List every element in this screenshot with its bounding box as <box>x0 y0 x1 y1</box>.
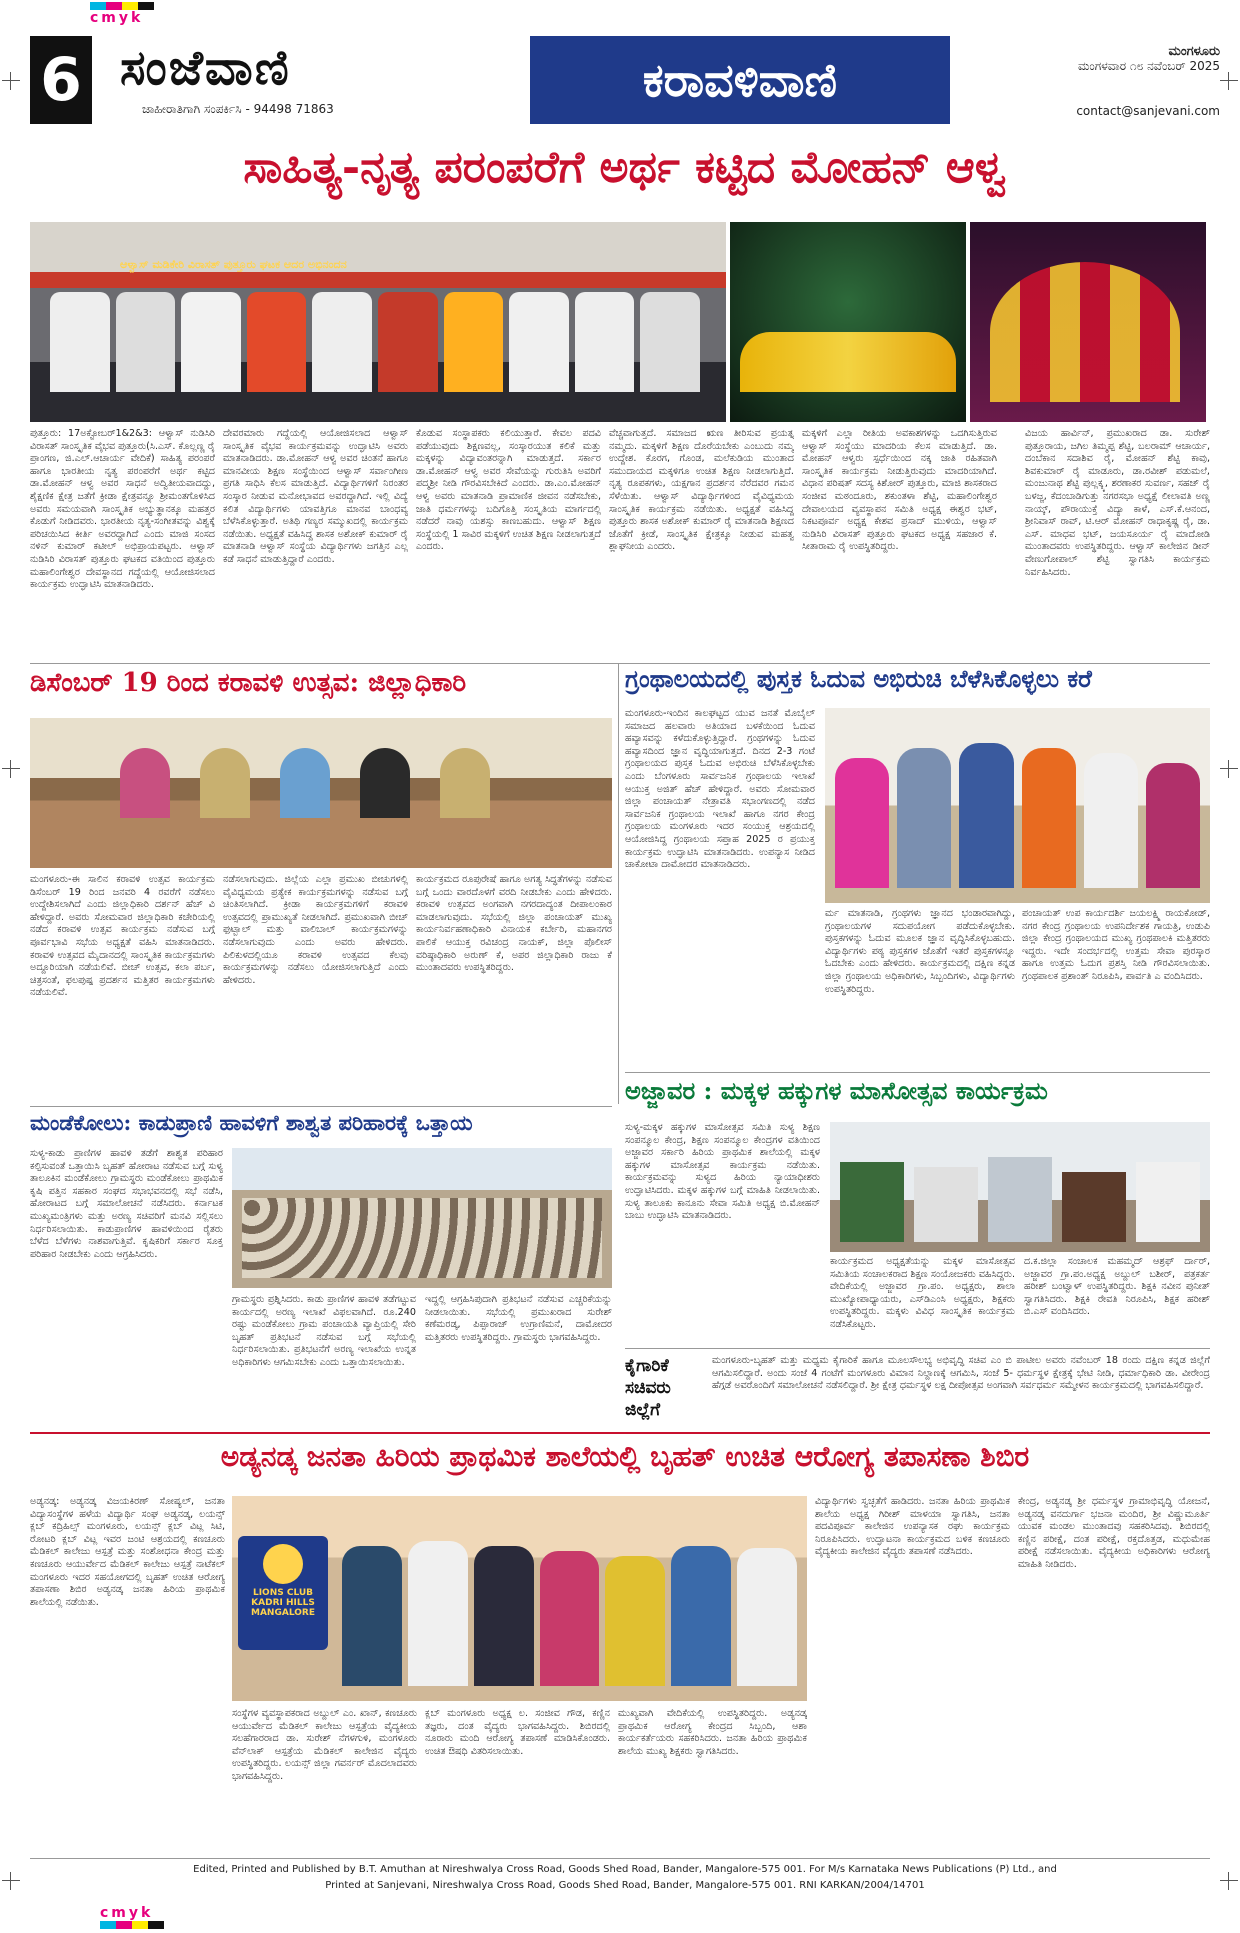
ajjavara-event-photo <box>830 1122 1210 1252</box>
contact-email: contact@sanjevani.com <box>1076 104 1220 118</box>
sachivaru-headline: ಕೈಗಾರಿಕೆ ಸಚಿವರು ಜಿಲ್ಲೆಗೆ <box>625 1356 671 1420</box>
mandekolu-col-1: ಸುಳ್ಯ-ಕಾಡು ಪ್ರಾಣಿಗಳ ಹಾವಳಿ ತಡೆಗೆ ಶಾಶ್ವತ ಪರಿಹಾರ ಕಲ್ಪಿಸುವಂತೆ ಒತ್ತಾಯಿಸಿ ಬೃಹತ್ ಹೋರಾಟ ನಡೆಸುವ ಬಗ್ಗೆ ಸುಳ್ಯ ತಾಲೂಕಿನ ಮಂಡೆಕೋಲು ಗ್ರಾಮಸ್ಥರು ಮಂಡೆಕೋಲು ಪ್ರಾಥಮಿಕ ಕೃಷಿ ಪತ್ತಿನ ಸಹಕಾರ ಸಂಘದ ಸಭಾಭವನದಲ್ಲಿ ಸಭೆ ನಡೆಸಿ, ಹೋರಾಟದ ಬಗ್ಗೆ ಸಮಾಲೋಚನೆ ನಡೆಸಿದರು. ಕರ್ನಾಟಕ ಮುಖ್ಯಮಂತ್ರಿಗಳು ಮತ್ತು ಅರಣ್ಯ ಸಚಿವರಿಗೆ ಮನವಿ ಸಲ್ಲಿಸಲು ನಿರ್ಧರಿಸಲಾಯಿತು. ಕಾಡುಪ್ರಾಣಿಗಳ ಹಾವಳಿಯಿಂದ ರೈತರು ಬೆಳೆದ ಬೆಳೆಗಳು ನಾಶವಾಗುತ್ತಿವೆ. ಕೃಷಿಕರಿಗೆ ಸರ್ಕಾರ ಸೂಕ್ತ ಪರಿಹಾರ ನೀಡಬೇಕು ಎಂದು ಆಗ್ರಹಿಸಿದರು. <box>30 1148 223 1260</box>
utsava-col-1: ಮಂಗಳೂರು-ಈ ಸಾಲಿನ ಕರಾವಳಿ ಉತ್ಸವ ಕಾರ್ಯಕ್ರಮ ಡಿಸೆಂಬರ್ 19 ರಿಂದ ಜನವರಿ 4 ರವರೆಗೆ ನಡೆಸಲು ಉದ್ದೇಶಿಸಲಾಗಿದೆ ಎಂದು ಜಿಲ್ಲಾಧಿಕಾರಿ ದರ್ಶನ್ ಹೆಚ್ ವಿ ಹೇಳಿದ್ದಾರೆ. ಅವರು ಸೋಮವಾರ ಜಿಲ್ಲಾಧಿಕಾರಿ ಕಚೇರಿಯಲ್ಲಿ ನಡೆದ ಕರಾವಳಿ ಉತ್ಸವ ಕಾರ್ಯಕ್ರಮ ನಡೆಸುವ ಬಗ್ಗೆ ಪೂರ್ವಭಾವಿ ಸಭೆಯ ಅಧ್ಯಕ್ಷತೆ ವಹಿಸಿ ಮಾತನಾಡಿದರು. ಕರಾವಳಿ ಉತ್ಸವದ ಮೈದಾನದಲ್ಲಿ ಸಾಂಸ್ಕೃತಿಕ ಕಾರ್ಯಕ್ರಮಗಳು ಅದ್ದೂರಿಯಾಗಿ ನಡೆಯಲಿವೆ. ಬೀಚ್ ಉತ್ಸವ, ಕಲಾ ಪರ್ಬ, ಚಿತ್ರಸಂತೆ, ಫಲಪುಷ್ಪ ಪ್ರದರ್ಶನ ಮತ್ತಿತರ ಕಾರ್ಯಕ್ರಮಗಳು ನಡೆಯಲಿವೆ. <box>30 874 215 999</box>
main-story-col-4: ವೆಚ್ಚವಾಗುತ್ತದೆ. ಸಮಾಜದ ಋಣ ತೀರಿಸುವ ಪ್ರಯತ್ನ ನಮ್ಮದು. ಮಕ್ಕಳಿಗೆ ಶಿಕ್ಷಣ ದೊರೆಯಬೇಕು ಎಂಬುದು ನಮ್ಮ ಉದ್ದೇಶ. ಕೊರಗ, ಗೊಂಡ, ಮಲೆಕುಡಿಯ ಮುಂತಾದ ಸಮುದಾಯದ ಮಕ್ಕಳಿಗೂ ಉಚಿತ ಶಿಕ್ಷಣ ನೀಡಲಾಗುತ್ತಿದೆ. ನೃತ್ಯ ರೂಪಕಗಳು, ಯಕ್ಷಗಾನ ಪ್ರದರ್ಶನ ನೆರೆದವರ ಗಮನ ಸೆಳೆಯಿತು. ಆಳ್ವಾಸ್ ವಿದ್ಯಾರ್ಥಿಗಳಿಂದ ವೈವಿಧ್ಯಮಯ ಸಾಂಸ್ಕೃತಿಕ ಕಾರ್ಯಕ್ರಮ ನಡೆಯಿತು. ಅಧ್ಯಕ್ಷತೆ ವಹಿಸಿದ್ದ ಪುತ್ತೂರು ಶಾಸಕ ಅಶೋಕ್ ಕುಮಾರ್ ರೈ ಮಾತನಾಡಿ ಶಿಕ್ಷಣದ ಜೊತೆಗೆ ಕ್ರೀಡೆ, ಸಾಂಸ್ಕೃತಿಕ ಕ್ಷೇತ್ರಕ್ಕೂ ನೀಡುವ ಮಹತ್ವ ಶ್ಲಾಘನೀಯ ಎಂದರು. <box>609 428 794 553</box>
arogya-col-5: ವಿದ್ಯಾರ್ಥಿಗಳು ಸ್ವಚ್ಛತೆಗೆ ಹಾಡಿದರು. ಜನತಾ ಹಿರಿಯ ಪ್ರಾಥಮಿಕ ಶಾಲೆಯ ಅಧ್ಯಕ್ಷ ಗಿರೀಶ್ ಮಾಳಯಾ ಸ್ವಾಗತಿಸಿ, ಜನತಾ ಪದವಿಪೂರ್ವ ಕಾಲೇಜಿನ ಉಪನ್ಯಾಸಕ ರಘು ಕಾರ್ಯಕ್ರಮ ನಿರೂಪಿಸಿದರು. ಉದ್ಘಾಟನಾ ಕಾರ್ಯಕ್ರಮದ ಬಳಿಕ ಕಣಚೂರು ವೈದ್ಯಕೀಯ ಕಾಲೇಜಿನ ವೈದ್ಯರು ತಪಾಸಣೆ ನಡೆಸಿದರು. <box>815 1496 1010 1558</box>
main-story-col-1: ಪುತ್ತೂರು: 17ಅಕ್ಟೋಬರ್1&2&3: ಆಳ್ವಾಸ್ ನುಡಿಸಿರಿ ವಿರಾಸತ್ ಸಾಂಸ್ಕೃತಿಕ ವೈಭವ ಪುತ್ತೂರು(ಸಿ.ಎಸ್. ಕೊಲ್ಲಣ್ಣ ರೈ ಪ್ರಾಂಗಣ, ಜಿ.ಎಲ್.ಆಚಾರ್ಯ ವೇದಿಕೆ) ಸಾಹಿತ್ಯ ಪರಂಪರೆ ಹಾಗೂ ಭಾರತೀಯ ನೃತ್ಯ ಪರಂಪರೆಗೆ ಅರ್ಥ ಕಟ್ಟಿದ ಡಾ.ಮೋಹನ್ ಆಳ್ವ ಅವರ ಸಾಧನೆ ಅದ್ವಿತೀಯವಾದದ್ದು, ಶೈಕ್ಷಣಿಕ ಕ್ಷೇತ್ರ ಜತೆಗೆ ಕ್ರೀಡಾ ಕ್ಷೇತ್ರವನ್ನೂ ಶ್ರೀಮಂತಗೊಳಿಸಿದ ಅವರು ಸಮಯವಾಗಿ ಸಾಂಸ್ಕೃತಿಕ ಅಭ್ಯುತ್ಥಾನಕ್ಕೂ ಮಹತ್ತರ ಕೊಡುಗೆ ನೀಡಿದವರು. ಭಾರತೀಯ ನೃತ್ಯ-ಸಂಗೀತವನ್ನು ವಿಶ್ವಕ್ಕೆ ಪರಿಚಯಿಸಿದ ಕೀರ್ತಿ ಅವರದ್ದಾಗಿದೆ ಎಂದು ಮಾಜಿ ಸಂಸದ ನಳಿನ್ ಕುಮಾರ್ ಕಟೀಲ್ ಅಭಿಪ್ರಾಯಪಟ್ಟರು. ಆಳ್ವಾಸ್ ನುಡಿಸಿರಿ ವಿರಾಸತ್ ಪುತ್ತೂರು ಘಟಕದ ವತಿಯಿಂದ ಪುತ್ತೂರು ಮಹಾಲಿಂಗೇಶ್ವರ ದೇವಸ್ಥಾನದ ಗದ್ದೆಯಲ್ಲಿ ಆಯೋಜಿಸಲಾದ ಕಾರ್ಯಕ್ರಮ ಉದ್ಘಾಟಿಸಿ ಮಾತನಾಡಿದರು. <box>30 428 215 591</box>
arogya-col-6: ಕೇಂದ್ರ, ಅಡ್ಯನಡ್ಕ ಶ್ರೀ ಧರ್ಮಸ್ಥಳ ಗ್ರಾಮಾಭಿವೃದ್ಧಿ ಯೋಜನೆ, ಅಡ್ಯನಡ್ಕ ವನದುರ್ಗಾ ಭಜನಾ ಮಂದಿರ, ಶ್ರೀ ವಿಷ್ಣುಮೂರ್ತಿ ಯುವಕ ಮಂಡಲ ಮುಂತಾದವು ಸಹಕರಿಸಿದವು. ಶಿಬಿರದಲ್ಲಿ ಕಣ್ಣಿನ ಪರೀಕ್ಷೆ, ದಂತ ಪರೀಕ್ಷೆ, ರಕ್ತದೊತ್ತಡ, ಮಧುಮೇಹ ಪರೀಕ್ಷೆ ನಡೆಸಲಾಯಿತು. ವೈದ್ಯಕೀಯ ಅಧಿಕಾರಿಗಳು ಆರೋಗ್ಯ ಮಾಹಿತಿ ನೀಡಿದರು. <box>1018 1496 1210 1570</box>
registration-mark <box>2 760 20 778</box>
divider <box>618 664 619 1104</box>
felicitation-photo <box>30 222 726 422</box>
granthalaya-col-2: ರ್ಮ ಮಾತನಾಡಿ, ಗ್ರಂಥಗಳು ಜ್ಞಾನದ ಭಂಡಾರವಾಗಿದ್ದು, ಗ್ರಂಥಾಲಯಗಳ ಸದುಪಯೋಗ ಪಡೆದುಕೊಳ್ಳಬೇಕು. ಪುಸ್ತಕಗಳನ್ನು ಓದುವ ಮೂಲಕ ಜ್ಞಾನ ವೃದ್ಧಿಸಿಕೊಳ್ಳಬಹುದು. ವಿದ್ಯಾರ್ಥಿಗಳು ಪಠ್ಯ ಪುಸ್ತಕಗಳ ಜೊತೆಗೆ ಇತರೆ ಪುಸ್ತಕಗಳನ್ನೂ ಓದಬೇಕು ಎಂದು ಹೇಳಿದರು. ಕಾರ್ಯಕ್ರಮದಲ್ಲಿ ದಕ್ಷಿಣ ಕನ್ನಡ ಜಿಲ್ಲಾ ಗ್ರಂಥಾಲಯ ಅಧಿಕಾರಿಗಳು, ಸಿಬ್ಬಂದಿಗಳು, ವಿದ್ಯಾರ್ಥಿಗಳು ಉಪಸ್ಥಿತರಿದ್ದರು. <box>825 908 1015 995</box>
granthalaya-col-1: ಮಂಗಳೂರು-ಇಂದಿನ ಕಾಲಘಟ್ಟದ ಯುವ ಜನತೆ ಮೊಬೈಲ್ ಸಮಾಜದ ಹಲವಾರು ಅತಿಯಾದ ಬಳಕೆಯಿಂದ ಓದುವ ಹವ್ಯಾಸವನ್ನು ಕಳೆದುಕೊಳ್ಳುತ್ತಿದ್ದಾರೆ. ಗ್ರಂಥಗಳನ್ನು ಓದುವ ಹವ್ಯಾಸದಿಂದ ಜ್ಞಾನ ವೃದ್ಧಿಯಾಗುತ್ತದೆ. ದಿನದ 2-3 ಗಂಟೆ ಗ್ರಂಥಾಲಯದ ಪುಸ್ತಕ ಓದುವ ಅಭಿರುಚಿ ಬೆಳೆಸಿಕೊಳ್ಳಬೇಕು ಎಂದು ಬೆಂಗಳೂರು ಸಾರ್ವಜನಿಕ ಗ್ರಂಥಾಲಯ ಇಲಾಖೆ ಆಯುಕ್ತ ಅಜಿತ್ ಹೆಚ್ ಹೇಳಿದ್ದಾರೆ. ಅವರು ಸೋಮವಾರ ಜಿಲ್ಲಾ ಪಂಚಾಯತ್ ನೇತ್ರಾವತಿ ಸಭಾಂಗಣದಲ್ಲಿ ನಡೆದ ಸಾರ್ವಜನಿಕ ಗ್ರಂಥಾಲಯ ಇಲಾಖೆ ಹಾಗೂ ನಗರ ಕೇಂದ್ರ ಗ್ರಂಥಾಲಯ ಮಂಗಳೂರು ಇದರ ಸಂಯುಕ್ತ ಆಶ್ರಯದಲ್ಲಿ ಆಯೋಜಿಸಿದ್ದ ಗ್ರಂಥಾಲಯ ಸಪ್ತಾಹ 2025 ರ ಪ್ರಯುಕ್ತ ಕಾರ್ಯಕ್ರಮ ಉದ್ಘಾಟಿಸಿ ಮಾತನಾಡಿದರು. ಉಪನ್ಯಾಸ ನೀಡಿದ ಚಾಕೋಟಾ ದಾಮೋದರ ಮಾತನಾಡಿದರು. <box>625 708 815 871</box>
main-story-col-6: ವಿಜಯ ಹಾರ್ವಿನ್, ಪ್ರಮುಖರಾದ ಡಾ. ಸುರೇಶ್ ಪುತ್ತೂರಾಯ, ಜಗಿಲ ತಿಮ್ಮಪ್ಪ ಶೆಟ್ಟಿ, ಬಲರಾಮ್ ಆಚಾರ್ಯ, ದಂಬೆಕಾನ ಸದಾಶಿವ ರೈ, ಮೋಹನ್ ಶೆಟ್ಟಿ ಕಾವು, ಶಿವಕುಮಾರ್ ರೈ ಮಾಡೂರು, ಡಾ.ರವೀಶ್ ಪಡುಮಲೆ, ಮಂಜುನಾಥ ಶೆಟ್ಟಿ ಪುಲ್ಲಕ್ಕ್ಕ, ಶರಣಾಕರ ಸುವರ್ಣ, ಸಹಜ್ ರೈ ಬಳಜ್ಜ, ಕೆದಂಬಾಡಿಗುತ್ತು ನಗರಸಭಾ ಅಧ್ಯಕ್ಷೆ ಲೀಲಾವತಿ ಅಣ್ಣ ನಾಯ್ಕ್, ಪೌರಾಯುಕ್ತೆ ವಿದ್ಯಾ ಕಾಳೆ, ಎಸ್.ಕೆ.ಆನಂದ, ಶ್ರೀನಿವಾಸ್ ರಾವ್, ಟಿ.ಆರ್ ಮೋಹನ್ ರಾಧಾಕೃಷ್ಣ ರೈ, ಡಾ. ಎಸ್. ಮಾಧವ ಭಟ್, ಜಯಸೂರ್ಯ ರೈ ಮಾದೋಡಿ ಮುಂತಾದವರು ಉಪಸ್ಥಿತರಿದ್ದರು. ಆಳ್ವಾಸ್ ಕಾಲೇಜಿನ ಡೀನ್ ವೇಣುಗೋಪಾಲ್ ಶೆಟ್ಟಿ ಸ್ವಾಗತಿಸಿ ಕಾರ್ಯಕ್ರಮ ನಿರ್ವಹಿಸಿದರು. <box>1025 428 1210 578</box>
registration-mark <box>1220 72 1238 90</box>
mandekolu-col-2: ಗ್ರಾಮಸ್ಥರು ಪ್ರಶ್ನಿಸಿದರು. ಕಾಡು ಪ್ರಾಣಿಗಳ ಹಾವಳಿ ತಡೆಗಟ್ಟುವ ಕಾರ್ಯದಲ್ಲಿ ಅರಣ್ಯ ಇಲಾಖೆ ವಿಫಲವಾಗಿದೆ. ರೂ.240 ರಷ್ಟು ಮಂಡೆಕೋಲು ಗ್ರಾಮ ಪಂಚಾಯತಿ ವ್ಯಾಪ್ತಿಯಲ್ಲಿ ಸೇರಿ ಬೃಹತ್ ಪ್ರತಿಭಟನೆ ನಡೆಸುವ ಬಗ್ಗೆ ಸಭೆಯಲ್ಲಿ ನಿರ್ಧರಿಸಲಾಯಿತು. ಪ್ರತಿಭಟನೆಗೆ ಅರಣ್ಯ ಇಲಾಖೆಯ ಉನ್ನತ ಅಧಿಕಾರಿಗಳು ಆಗಮಿಸಬೇಕು ಎಂದು ಒತ್ತಾಯಿಸಲಾಯಿತು. <box>232 1294 416 1368</box>
ajjavara-headline: ಅಜ್ಜಾವರ : ಮಕ್ಕಳ ಹಕ್ಕುಗಳ ಮಾಸೋತ್ಸವ ಕಾರ್ಯಕ್ರಮ <box>625 1076 1048 1105</box>
ajjavara-col-3: ದ.ಕ.ಜಿಲ್ಲಾ ಸಂಚಾಲಕ ಮಹಮ್ಮದ್ ಆಶ್ರಫ್ ರ್ದಾರ್, ಅಜ್ಜಾವರ ಗ್ರಾ.ಪಂ.ಅಧ್ಯಕ್ಷ ಅಬ್ದುಲ್ ಬಶೀರ್, ಪತ್ರಕರ್ತ ಹರೀಶ್ ಬಂಟ್ವಾಳ್ ಉಪಸ್ಥಿತರಿದ್ದರು. ಶಿಕ್ಷಕಿ ನವೀನ ಪುನೀತ್ ಸ್ವಾಗತಿಸಿದರು. ಶಿಕ್ಷಕಿ ರೇವತಿ ನಿರೂಪಿಸಿ, ಶಿಕ್ಷಕ ಹರೀಶ್ ಬಿ.ಎಸ್ ವಂದಿಸಿದರು. <box>1024 1256 1210 1318</box>
karavali-vani-logo: ಕರಾವಳಿವಾಣಿ <box>530 36 950 124</box>
ajjavara-col-1: ಸುಳ್ಯ-ಮಕ್ಕಳ ಹಕ್ಕುಗಳ ಮಾಸೋತ್ಸವ ಸಮಿತಿ ಸುಳ್ಯ ಶಿಕ್ಷಣ ಸಂಪನ್ಮೂಲ ಕೇಂದ್ರ, ಶಿಕ್ಷಣ ಸಂಪನ್ಮೂಲ ಕೇಂದ್ರಗಳ ವತಿಯಿಂದ ಅಜ್ಜಾವರ ಸರ್ಕಾರಿ ಹಿರಿಯ ಪ್ರಾಥಮಿಕ ಶಾಲೆಯಲ್ಲಿ ಮಕ್ಕಳ ಹಕ್ಕುಗಳ ಮಾಸೋತ್ಸವ ಕಾರ್ಯಕ್ರಮ ನಡೆಯಿತು. ಕಾರ್ಯಕ್ರಮವನ್ನು ಸುಳ್ಯದ ಹಿರಿಯ ನ್ಯಾಯಾಧೀಶರು ಉದ್ಘಾಟಿಸಿದರು. ಮಕ್ಕಳ ಹಕ್ಕುಗಳ ಬಗ್ಗೆ ಮಾಹಿತಿ ನೀಡಲಾಯಿತು. ಸುಳ್ಯ ತಾಲೂಕು ಕಾನೂನು ಸೇವಾ ಸಮಿತಿ ಅಧ್ಯಕ್ಷ ಬಿ.ಮೋಹನ್ ಬಾಬು ಉದ್ಘಾಟಿಸಿ ಮಾತನಾಡಿದರು. <box>625 1122 820 1222</box>
registration-mark <box>1220 1872 1238 1890</box>
page-number: 6 <box>30 36 92 124</box>
main-story-col-5: ಮಕ್ಕಳಿಗೆ ಎಲ್ಲಾ ರೀತಿಯ ಅವಕಾಶಗಳನ್ನು ಒದಗಿಸುತ್ತಿರುವ ಆಳ್ವಾಸ್ ಸಂಸ್ಥೆಯು ಮಾದರಿಯ ಕೆಲಸ ಮಾಡುತ್ತಿದೆ. ಡಾ. ಮೋಹನ್ ಆಳ್ವರು ಸ್ಪರ್ಧೆಯಿಂದ ನಕ್ಕ ಜಾತಿ ರಹಿತವಾಗಿ ಸಾಂಸ್ಕೃತಿಕ ಕಾರ್ಯಕ್ರಮ ನೀಡುತ್ತಿರುವುದು ಮಾದರಿಯಾಗಿದೆ. ವಿಧಾನ ಪರಿಷತ್ ಸದಸ್ಯ ಕಿಶೋರ್ ಪುತ್ತೂರು, ಮಾಜಿ ಶಾಸಕರಾದ ಸಂಜೀವ ಮಠಂದೂರು, ಶಕುಂತಳಾ ಶೆಟ್ಟಿ, ಮಹಾಲಿಂಗೇಶ್ವರ ದೇವಾಲಯದ ವ್ಯವಸ್ಥಾಪನ ಸಮಿತಿ ಅಧ್ಯಕ್ಷ ಈಶ್ವರ ಭಟ್, ನಿಕಟಪೂರ್ವ ಅಧ್ಯಕ್ಷ ಕೇಶವ ಪ್ರಸಾದ್ ಮುಳಿಯ, ಆಳ್ವಾಸ್ ನುಡಿಸಿರಿ ವಿರಾಸತ್ ಪುತ್ತೂರು ಘಟಕದ ಅಧ್ಯಕ್ಷ ಸಹಜಾರ ಕೆ. ಸೀತಾರಾಮ ರೈ ಉಪಸ್ಥಿತರಿದ್ದರು. <box>802 428 997 553</box>
divider <box>625 1072 1210 1073</box>
stage-banner: ಆಳ್ವಾಸ್ ಮಡಿಕೇರಿ ವಿರಾಸತ್ ಪುತ್ತೂರು ಘಟಕ ಆದರ ಅಭಿನಂದನ <box>120 258 347 271</box>
divider <box>30 1858 1210 1859</box>
utsava-headline: ಡಿಸೆಂಬರ್ 19 ರಿಂದ ಕರಾವಳಿ ಉತ್ಸವ: ಜಿಲ್ಲಾಧಿಕಾರಿ <box>30 668 467 698</box>
cmyk-mark-top: cmyk <box>90 2 154 26</box>
yakshagana-photo <box>970 222 1206 422</box>
ajjavara-col-2: ಕಾರ್ಯಕ್ರಮದ ಅಧ್ಯಕ್ಷತೆಯನ್ನು ಮಕ್ಕಳ ಮಾಸೋತ್ಸವ ಸಮಿತಿಯ ಸಂಚಾಲಕರಾದ ಶಿಕ್ಷಣ ಸಂಯೋಜಕರು ವಹಿಸಿದ್ದರು. ವೇದಿಕೆಯಲ್ಲಿ ಅಜ್ಜಾವರ ಗ್ರಾ.ಪಂ. ಅಧ್ಯಕ್ಷರು, ಶಾಲಾ ಮುಖ್ಯೋಪಾಧ್ಯಾಯರು, ಎಸ್‌ಡಿಎಂಸಿ ಅಧ್ಯಕ್ಷರು, ಶಿಕ್ಷಕರು ಉಪಸ್ಥಿತರಿದ್ದರು. ಮಕ್ಕಳು ವಿವಿಧ ಸಾಂಸ್ಕೃತಿಕ ಕಾರ್ಯಕ್ರಮ ನಡೆಸಿಕೊಟ್ಟರು. <box>830 1256 1015 1330</box>
issue-date: ಮಂಗಳವಾರ ೧೮ ನವೆಂಬರ್ 2025 <box>1078 59 1220 73</box>
utsava-meeting-photo <box>30 718 612 868</box>
arogya-col-3: ಕ್ಲಬ್ ಮಂಗಳೂರು ಅಧ್ಯಕ್ಷ ಲ. ಸಂಜೀವ ಗೌಡ, ಕಣ್ಣಿನ ತಜ್ಞರು, ದಂತ ವೈದ್ಯರು ಭಾಗವಹಿಸಿದ್ದರು. ಶಿಬಿರದಲ್ಲಿ ನೂರಾರು ಮಂದಿ ಆರೋಗ್ಯ ತಪಾಸಣೆ ಮಾಡಿಸಿಕೊಂಡರು. ಉಚಿತ ಔಷಧಿ ವಿತರಿಸಲಾಯಿತು. <box>425 1708 610 1757</box>
main-story-col-2: ದೇವರಮಾರು ಗದ್ದೆಯಲ್ಲಿ ಆಯೋಜಿಸಲಾದ ಆಳ್ವಾಸ್ ಸಾಂಸ್ಕೃತಿಕ ವೈಭವ ಕಾರ್ಯಕ್ರಮವನ್ನು ಉದ್ಘಾಟಿಸಿ ಅವರು ಮಾತನಾಡಿದರು. ಡಾ.ಮೋಹನ್ ಆಳ್ವ ಅವರ ಚಿಂತನೆ ಹಾಗೂ ಮಾನವೀಯ ಶಿಕ್ಷಣ ಸಂಸ್ಥೆಯಿಂದ ಆಳ್ವಾಸ್ ಸರ್ವಾಂಗೀಣ ಪ್ರಗತಿ ಸಾಧಿಸಿ ಕೆಲಸ ಮಾಡುತ್ತಿದೆ. ವಿದ್ಯಾರ್ಥಿಗಳಿಗೆ ನಿರಂತರ ಸಂಸ್ಕಾರ ನೀಡುವ ಮನೋಭಾವದ ಅವರದ್ದಾಗಿದೆ. ಇಲ್ಲಿ ವಿದ್ಯೆ ಕಲಿತ ವಿದ್ಯಾರ್ಥಿಗಳು ಯಾವತ್ತಿಗೂ ಮಾನವ ಬಾಂಧವ್ಯ ಬೆಳೆಸಿಕೊಳ್ಳುತ್ತಾರೆ. ಅತಿಥಿ ಗಣ್ಯರ ಸಮ್ಮುಖದಲ್ಲಿ ಕಾರ್ಯಕ್ರಮ ನಡೆಯಿತು. ಅಧ್ಯಕ್ಷತೆ ವಹಿಸಿದ್ದ ಶಾಸಕ ಅಶೋಕ್ ಕುಮಾರ್ ರೈ ಮಾತನಾಡಿ ಆಳ್ವಾಸ್ ಸಂಸ್ಥೆಯ ವಿದ್ಯಾರ್ಥಿಗಳು ಜಗತ್ತಿನ ಎಲ್ಲ ಕಡೆ ಸಾಧನೆ ಮಾಡುತ್ತಿದ್ದಾರೆ ಎಂದರು. <box>223 428 408 565</box>
arogya-col-1: ಅಡ್ಯನಡ್ಕ: ಅಡ್ಯನಡ್ಕ ವಿಜಯಕಿರಣ್ ಸೋಷ್ಯಲ್, ಜನತಾ ವಿದ್ಯಾಸಂಸ್ಥೆಗಳ ಹಳೆಯ ವಿದ್ಯಾರ್ಥಿ ಸಂಘ ಅಡ್ಯನಡ್ಕ, ಲಯನ್ಸ್ ಕ್ಲಬ್ ಕದ್ರಿಹಿಲ್ಸ್ ಮಂಗಳೂರು, ಲಯನ್ಸ್ ಕ್ಲಬ್ ವಿಟ್ಲ ಸಿಟಿ, ರೋಟರಿ ಕ್ಲಬ್ ವಿಟ್ಲ ಇವರ ಜಂಟಿ ಆಶ್ರಯದಲ್ಲಿ ಕಣಚೂರು ಮೆಡಿಕಲ್ ಕಾಲೇಜು ಆಸ್ಪತ್ರೆ ಮತ್ತು ಸಂಶೋಧನಾ ಕೇಂದ್ರ ಮತ್ತು ಕಣಚೂರು ಆಯುರ್ವೇದ ಮೆಡಿಕಲ್ ಕಾಲೇಜು ಆಸ್ಪತ್ರೆ ನಾಟೆಕಲ್ ಮಂಗಳೂರು ಇದರ ಸಹಯೋಗದಲ್ಲಿ ಬೃಹತ್ ಉಚಿತ ಆರೋಗ್ಯ ತಪಾಸಣಾ ಶಿಬಿರ ಅಡ್ಯನಡ್ಕ ಜನತಾ ಹಿರಿಯ ಪ್ರಾಥಮಿಕ ಶಾಲೆಯಲ್ಲಿ ನಡೆಯಿತು. <box>30 1496 225 1608</box>
lions-club-banner: LIONS CLUB KADRI HILLS MANGALORE <box>238 1536 328 1650</box>
arogya-col-4: ಮುಖ್ಯವಾಗಿ ವೇದಿಕೆಯಲ್ಲಿ ಉಪಸ್ಥಿತರಿದ್ದರು. ಅಡ್ಯನಡ್ಕ ಪ್ರಾಥಮಿಕ ಆರೋಗ್ಯ ಕೇಂದ್ರದ ಸಿಬ್ಬಂದಿ, ಆಶಾ ಕಾರ್ಯಕರ್ತೆಯರು ಸಹಕರಿಸಿದರು. ಜನತಾ ಹಿರಿಯ ಪ್ರಾಥಮಿಕ ಶಾಲೆಯ ಮುಖ್ಯ ಶಿಕ್ಷಕರು ಸ್ವಾಗತಿಸಿದರು. <box>618 1708 807 1757</box>
sachivaru-body: ಮಂಗಳೂರು-ಬೃಹತ್ ಮತ್ತು ಮಧ್ಯಮ ಕೈಗಾರಿಕೆ ಹಾಗೂ ಮೂಲಸೌಲಭ್ಯ ಅಭಿವೃದ್ಧಿ ಸಚಿವ ಎಂ ಬಿ ಪಾಟೀಲ ಅವರು ನವೆಂಬರ್ 18 ರಂದು ದಕ್ಷಿಣ ಕನ್ನಡ ಜಿಲ್ಲೆಗೆ ಆಗಮಿಸಲಿದ್ದಾರೆ. ಅಂದು ಸಂಜೆ 4 ಗಂಟೆಗೆ ಮಂಗಳೂರು ವಿಮಾನ ನಿಲ್ದಾಣಕ್ಕೆ ಆಗಮಿಸಿ, ಸಂಜೆ 5- ಧರ್ಮಸ್ಥಳ ಕ್ಷೇತ್ರಕ್ಕೆ ಭೇಟಿ ನೀಡಿ, ಧರ್ಮಾಧಿಕಾರಿ ಡಾ. ವೀರೇಂದ್ರ ಹೆಗ್ಗಡೆ ಅವರೊಂದಿಗೆ ಸಮಾಲೋಚನೆ ನಡೆಸಲಿದ್ದಾರೆ. ಶ್ರೀ ಕ್ಷೇತ್ರ ಧರ್ಮಸ್ಥಳ ಲಕ್ಷ ದೀಪೋತ್ಸವ ಅಂಗವಾಗಿ ಸರ್ವಧರ್ಮ ಸಮ್ಮೇಳನ ಕಾರ್ಯಕ್ರಮದಲ್ಲಿ ಭಾಗವಹಿಸಲಿದ್ದಾರೆ. <box>712 1355 1210 1392</box>
arogya-headline: ಅಡ್ಯನಡ್ಕ ಜನತಾ ಹಿರಿಯ ಪ್ರಾಥಮಿಕ ಶಾಲೆಯಲ್ಲಿ ಬೃಹತ್ ಉಚಿತ ಆರೋಗ್ಯ ತಪಾಸಣಾ ಶಿಬಿರ <box>220 1440 1030 1473</box>
arogya-col-2: ಸಂಸ್ಥೆಗಳ ವ್ಯವಸ್ಥಾಪಕರಾದ ಅಬ್ದುಲ್ ಎಂ. ಖಾನ್, ಕಣಚೂರು ಆಯುರ್ವೇದ ಮೆಡಿಕಲ್ ಕಾಲೇಜು ಆಸ್ಪತ್ರೆಯ ವೈದ್ಯಕೀಯ ಸಲಹೆಗಾರರಾದ ಡಾ. ಸುರೇಶ್ ನೆಗಳಗುಳಿ, ಮಂಗಳೂರು ವೆನ್‌ಲಾಕ್ ಆಸ್ಪತ್ರೆಯ ಮೆಡಿಕಲ್ ಕಾಲೇಜಿನ ವೈದ್ಯರು ಉಪಸ್ಥಿತರಿದ್ದರು. ಲಯನ್ಸ್ ಜಿಲ್ಲಾ ಗವರ್ನರ್ ಮೊದಲಾದವರು ಭಾಗವಹಿಸಿದ್ದರು. <box>232 1708 417 1782</box>
divider <box>625 1348 1210 1349</box>
mandekolu-headline: ಮಂಡೆಕೋಲು: ಕಾಡುಪ್ರಾಣಿ ಹಾವಳಿಗೆ ಶಾಶ್ವತ ಪರಿಹಾರಕ್ಕೆ ಒತ್ತಾಯ <box>30 1110 473 1135</box>
library-event-photo <box>825 708 1210 903</box>
masthead <box>30 36 1220 124</box>
imprint-line-1: Edited, Printed and Published by B.T. Amuthan at Nireshwalya Cross Road, Goods Shed Road, Bander, Mangalore-575 001. For M/s Karnataka News Publications (P) Ltd., and <box>193 1864 1057 1875</box>
main-story-col-3: ಕೊಡುವ ಸಂಸ್ಥಾಪಕರು ಕಲಿಯುತ್ತಾರೆ. ಕೇವಲ ಪದವಿ ಪಡೆಯುವುದು ಶಿಕ್ಷಣವಲ್ಲ, ಸಂಸ್ಕಾರಯುತ ಕಲಿಕೆ ಮತ್ತು ಮಕ್ಕಳನ್ನು ವಿದ್ಯಾವಂತರನ್ನಾಗಿ ಮಾಡುತ್ತದೆ. ಸರ್ಕಾರ ಡಾ.ಮೋಹನ್ ಆಳ್ವ ಅವರ ಸೇವೆಯನ್ನು ಗುರುತಿಸಿ ಅವರಿಗೆ ಪದ್ಮಶ್ರೀ ನೀಡಿ ಗೌರವಿಸಬೇಕಿದೆ ಎಂದರು. ಡಾ.ಎಂ.ಮೋಹನ್ ಆಳ್ವ ಅವರು ಮಾತನಾಡಿ ಪ್ರಾಮಾಣಿಕ ಜೀವನ ನಡೆಸಬೇಕು, ಜಾತಿ ಧರ್ಮಗಳನ್ನು ಬದಿಗೊತ್ತಿ ಸಂಸ್ಕೃತಿಯ ಮಾರ್ಗದಲ್ಲಿ ನಡೆದರೆ ನಾವು ಯಶಸ್ಸು ಕಾಣಬಹುದು. ಆಳ್ವಾಸ್ ಶಿಕ್ಷಣ ಸಂಸ್ಥೆಯಲ್ಲಿ 1 ಸಾವಿರ ಮಕ್ಕಳಿಗೆ ಉಚಿತ ಶಿಕ್ಷಣ ನೀಡಲಾಗುತ್ತದೆ ಎಂದರು. <box>416 428 601 553</box>
divider <box>30 1432 1210 1434</box>
registration-mark <box>2 1872 20 1890</box>
city-name: ಮಂಗಳೂರು <box>1168 44 1220 59</box>
health-camp-photo <box>232 1496 807 1701</box>
divider <box>30 1106 612 1107</box>
mandekolu-col-3: ಇದ್ದಲ್ಲಿ ಆಗ್ರಹಿಸಿಪುದಾಗಿ ಪ್ರತಿಭಟನೆ ನಡೆಸುವ ಎಚ್ಚರಿಕೆಯನ್ನು ನೀಡಲಾಯಿತು. ಸಭೆಯಲ್ಲಿ ಪ್ರಮುಖರಾದ ಸುರೇಶ್ ಕಣೆಮರಡ್ಕ, ಪಿಪ್ಪಾರಾಜ್ ಉಗ್ರಾಣಿಮನೆ, ದಾಮೋದರ ಮತ್ತಿತರರು ಉಪಸ್ಥಿತರಿದ್ದರು. ಗ್ರಾಮಸ್ಥರು ಭಾಗವಹಿಸಿದ್ದರು. <box>425 1294 612 1343</box>
cmyk-mark-bottom: cmyk <box>100 1905 164 1929</box>
granthalaya-col-3: ಪಂಚಾಯತ್ ಉಪ ಕಾರ್ಯದರ್ಶಿ ಜಯಲಕ್ಷ್ಮಿ ರಾಯಕೋಡ್, ನಗರ ಕೇಂದ್ರ ಗ್ರಂಥಾಲಯ ಉಪನಿರ್ದೇಶಕ ಗಾಯತ್ರಿ, ಉಡುಪಿ ಜಿಲ್ಲಾ ಕೇಂದ್ರ ಗ್ರಂಥಾಲಯದ ಮುಖ್ಯ ಗ್ರಂಥಪಾಲಕಿ ಮತ್ತಿತರರು ಇದ್ದರು. ಇದೇ ಸಂದರ್ಭದಲ್ಲಿ ಉತ್ತಮ ಸೇವಾ ಪುರಸ್ಕಾರ ಹಾಗೂ ಉತ್ತಮ ಓದುಗ ಪ್ರಶಸ್ತಿ ನೀಡಿ ಗೌರವಿಸಲಾಯಿತು. ಗ್ರಂಥಪಾಲಕ ಪ್ರಶಾಂತ್ ನಿರೂಪಿಸಿ, ಪಾರ್ವತಿ ಎ ವಂದಿಸಿದರು. <box>1022 908 1210 982</box>
registration-mark <box>1220 760 1238 778</box>
granthalaya-headline: ಗ್ರಂಥಾಲಯದಲ್ಲಿ ಪುಸ್ತಕ ಓದುವ ಅಭಿರುಚಿ ಬೆಳೆಸಿಕೊಳ್ಳಲು ಕರೆ <box>625 664 1092 693</box>
utsava-col-2: ನಡೆಸಲಾಗುವುದು. ಜಿಲ್ಲೆಯ ಎಲ್ಲಾ ಪ್ರಮುಖ ಬೀಚುಗಳಲ್ಲಿ ವೈವಿಧ್ಯಮಯ ಪ್ರತ್ಯೇಕ ಕಾರ್ಯಕ್ರಮಗಳನ್ನು ನಡೆಸುವ ಬಗ್ಗೆ ಚಿಂತಿಸಲಾಗಿದೆ. ಕ್ರೀಡಾ ಕಾರ್ಯಕ್ರಮಗಳಿಗೆ ಕರಾವಳಿ ಉತ್ಸವದಲ್ಲಿ ಪ್ರಾಮುಖ್ಯತೆ ನೀಡಲಾಗಿದೆ. ಪ್ರಮುಖವಾಗಿ ಬೀಚ್ ಫುಟ್ಬಾಲ್ ಮತ್ತು ವಾಲಿಬಾಲ್ ಕಾರ್ಯಕ್ರಮಗಳನ್ನು ನಡೆಸಲಾಗುವುದು ಎಂದು ಅವರು ಹೇಳಿದರು. ಪಿಲಿಕುಳದಲ್ಲಿಯೂ ಕರಾವಳಿ ಉತ್ಸವದ ಕೆಲವು ಕಾರ್ಯಕ್ರಮಗಳನ್ನು ನಡೆಸಲು ಯೋಜಿಸಲಾಗುತ್ತಿದೆ ಎಂದು ಹೇಳಿದರು. <box>223 874 408 986</box>
ad-contact: ಜಾಹೀರಾತಿಗಾಗಿ ಸಂಪರ್ಕಿಸಿ - 94498 71863 <box>142 102 334 116</box>
dateline <box>1078 44 1220 74</box>
registration-mark <box>2 72 20 90</box>
imprint-line-2: Printed at Sanjevani, Nireshwalya Cross Road, Goods Shed Road, Bander, Mangalore-575 001. RNI KARKAN/2004/14701 <box>325 1880 925 1891</box>
sanjevani-logo: ಸಂಜೆವಾಣಿ <box>120 40 291 96</box>
dance-photo <box>730 222 966 422</box>
villagers-meeting-photo <box>232 1148 612 1288</box>
utsava-col-3: ಕಾರ್ಯಕ್ರಮದ ರೂಪುರೇಷೆ ಹಾಗೂ ಅಗತ್ಯ ಸಿದ್ಧತೆಗಳನ್ನು ನಡೆಸುವ ಬಗ್ಗೆ ಒಂದು ವಾರದೊಳಗೆ ವರದಿ ನೀಡಬೇಕು ಎಂದು ಹೇಳಿದರು. ಕರಾವಳಿ ಉತ್ಸವದ ಅಂಗವಾಗಿ ನಗರದಾದ್ಯಂತ ದೀಪಾಲಂಕಾರ ಮಾಡಲಾಗುವುದು. ಸಭೆಯಲ್ಲಿ ಜಿಲ್ಲಾ ಪಂಚಾಯತ್ ಮುಖ್ಯ ಕಾರ್ಯನಿರ್ವಹಣಾಧಿಕಾರಿ ವಿನಾಯಕ ಕರ್ಬೇರಿ, ಮಹಾನಗರ ಪಾಲಿಕೆ ಆಯುಕ್ತ ರವಿಚಂದ್ರ ನಾಯಕ್, ಜಿಲ್ಲಾ ಪೊಲೀಸ್ ವರಿಷ್ಠಾಧಿಕಾರಿ ಅರುಣ್ ಕೆ, ಅಪರ ಜಿಲ್ಲಾಧಿಕಾರಿ ರಾಜು ಕೆ ಮುಂತಾದವರು ಉಪಸ್ಥಿತರಿದ್ದರು. <box>416 874 612 974</box>
main-headline: ಸಾಹಿತ್ಯ-ನೃತ್ಯ ಪರಂಪರೆಗೆ ಅರ್ಥ ಕಟ್ಟಿದ ಮೋಹನ್ ಆಳ್ವ <box>243 142 1007 193</box>
